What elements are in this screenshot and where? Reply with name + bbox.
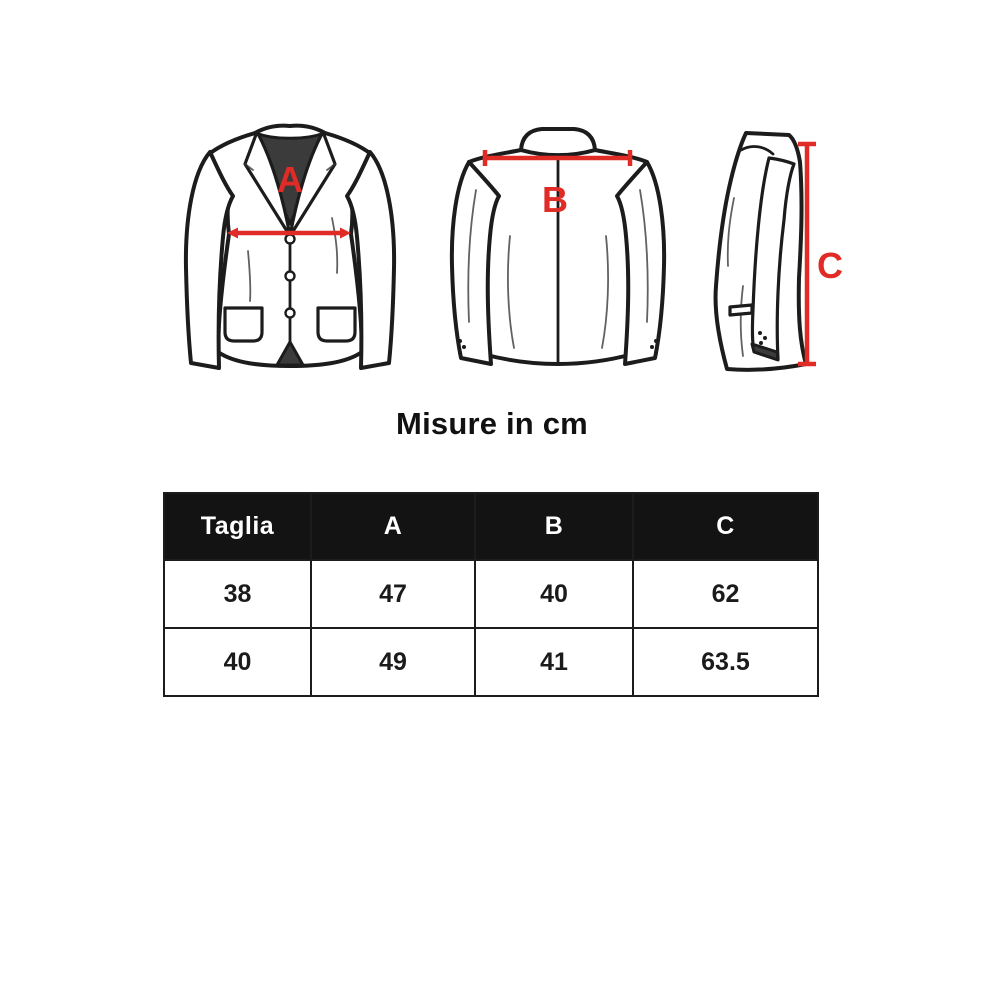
header-taglia: Taglia — [164, 493, 311, 560]
jacket-back-view-diagram — [450, 126, 666, 374]
front-button-1 — [286, 235, 295, 244]
page-title: Misure in cm — [396, 406, 588, 441]
size-row-38 — [164, 560, 818, 628]
front-left-pocket — [225, 308, 262, 341]
front-right-pocket — [318, 308, 355, 341]
cell-a: 47 — [311, 560, 475, 628]
size-table-header-row — [164, 493, 818, 560]
cell-taglia: 38 — [164, 560, 311, 628]
jacket-side-view-diagram — [710, 128, 848, 376]
header-c: C — [633, 493, 818, 560]
header-b: B — [475, 493, 633, 560]
front-button-3 — [286, 309, 295, 318]
side-pocket-flap — [730, 305, 752, 315]
size-table — [163, 492, 819, 697]
measurement-label-a: A — [277, 159, 303, 200]
header-a: A — [311, 493, 475, 560]
measurement-label-c: C — [817, 245, 843, 286]
cell-c: 62 — [633, 560, 818, 628]
size-row-40 — [164, 628, 818, 696]
cell-taglia: 40 — [164, 628, 311, 696]
cell-a: 49 — [311, 628, 475, 696]
front-button-2 — [286, 272, 295, 281]
cell-b: 40 — [475, 560, 633, 628]
measurement-label-b: B — [542, 179, 568, 220]
back-collar — [521, 129, 595, 155]
cell-c: 63.5 — [633, 628, 818, 696]
jacket-front-view-diagram — [178, 123, 402, 375]
cell-b: 41 — [475, 628, 633, 696]
